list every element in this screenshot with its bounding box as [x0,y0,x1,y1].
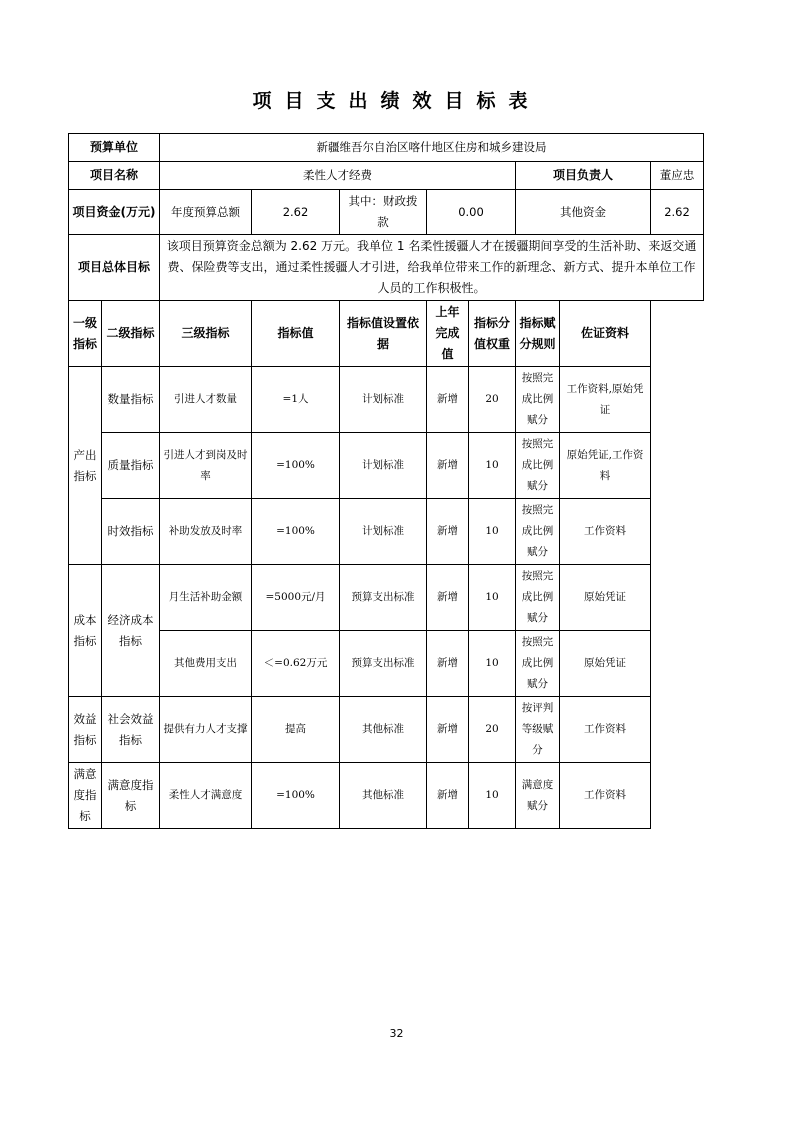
indicator-evidence: 原始凭证 [560,631,651,697]
indicator-evidence: 工作资料 [560,697,651,763]
indicator-weight: 10 [469,565,516,631]
indicator-name: 引进人才数量 [160,367,252,433]
subgroup-satisfaction: 满意度指标 [102,763,160,829]
leader-value: 董应忠 [651,162,704,190]
indicator-value: ＜=0.62万元 [252,631,340,697]
indicator-basis: 其他标准 [340,763,427,829]
indicator-weight: 20 [469,367,516,433]
unit-row [69,134,704,162]
goal-label: 项目总体目标 [69,235,160,301]
indicator-evidence: 工作资料 [560,763,651,829]
table-row [69,367,704,433]
indicator-last: 新增 [427,565,469,631]
indicator-basis: 计划标准 [340,367,427,433]
header-level3: 三级指标 [160,301,252,367]
subgroup-timeliness: 时效指标 [102,499,160,565]
indicator-weight: 10 [469,433,516,499]
header-weight: 指标分值权重 [469,301,516,367]
header-value: 指标值 [252,301,340,367]
subgroup-economic: 经济成本指标 [102,565,160,697]
indicator-weight: 10 [469,499,516,565]
header-evidence: 佐证资料 [560,301,651,367]
table-row [69,763,704,829]
indicator-name: 其他费用支出 [160,631,252,697]
indicator-rule: 按照完成比例赋分 [516,499,560,565]
indicator-evidence: 原始凭证 [560,565,651,631]
header-level1: 一级指标 [69,301,102,367]
name-label: 项目名称 [69,162,160,190]
annual-label: 年度预算总额 [160,190,252,235]
goal-row [69,235,704,301]
indicator-name: 补助发放及时率 [160,499,252,565]
indicator-rule: 按评判等级赋分 [516,697,560,763]
other-label: 其他资金 [516,190,651,235]
subgroup-quantity: 数量指标 [102,367,160,433]
performance-table [68,133,704,829]
goal-text: 该项目预算资金总额为 2.62 万元。我单位 1 名柔性援疆人才在援疆期间享受的生活补助、来返交通费、保险费等支出，通过柔性援疆人才引进，给我单位带来工作的新理念、新方式、提升本单位工作人员的工作积极性。 [160,235,704,301]
indicator-value: =1人 [252,367,340,433]
indicator-basis: 其他标准 [340,697,427,763]
header-row [69,301,704,367]
name-value: 柔性人才经费 [160,162,516,190]
subgroup-social: 社会效益指标 [102,697,160,763]
indicator-rule: 按照完成比例赋分 [516,433,560,499]
indicator-last: 新增 [427,697,469,763]
subgroup-quality: 质量指标 [102,433,160,499]
table-row [69,433,704,499]
table-row [69,631,704,697]
indicator-name: 引进人才到岗及时率 [160,433,252,499]
indicator-name: 柔性人才满意度 [160,763,252,829]
fiscal-label: 其中：财政拨款 [340,190,427,235]
indicator-name: 月生活补助金额 [160,565,252,631]
indicator-name: 提供有力人才支撑 [160,697,252,763]
annual-value: 2.62 [252,190,340,235]
indicator-last: 新增 [427,631,469,697]
indicator-value: 提高 [252,697,340,763]
indicator-rule: 按照完成比例赋分 [516,565,560,631]
indicator-evidence: 工作资料 [560,499,651,565]
fund-row [69,190,704,235]
indicator-rule: 按照完成比例赋分 [516,631,560,697]
header-last-year: 上年完成值 [427,301,469,367]
unit-label: 预算单位 [69,134,160,162]
indicator-basis: 计划标准 [340,433,427,499]
indicator-value: =100% [252,433,340,499]
header-basis: 指标值设置依据 [340,301,427,367]
indicator-value: =100% [252,499,340,565]
indicator-weight: 10 [469,631,516,697]
indicator-value: =5000元/月 [252,565,340,631]
indicator-basis: 计划标准 [340,499,427,565]
table-row [69,697,704,763]
group-cost: 成本指标 [69,565,102,697]
header-rule: 指标赋分规则 [516,301,560,367]
page-title: 项目支出绩效目标表 [252,90,541,112]
fiscal-value: 0.00 [427,190,516,235]
indicator-last: 新增 [427,763,469,829]
indicator-last: 新增 [427,367,469,433]
other-value: 2.62 [651,190,704,235]
indicator-weight: 10 [469,763,516,829]
indicator-basis: 预算支出标准 [340,565,427,631]
indicator-weight: 20 [469,697,516,763]
indicator-last: 新增 [427,433,469,499]
table-row [69,499,704,565]
fund-label: 项目资金(万元) [69,190,160,235]
group-satisfaction: 满意度指标 [69,763,102,829]
indicator-value: =100% [252,763,340,829]
group-benefit: 效益指标 [69,697,102,763]
group-output: 产出指标 [69,367,102,565]
indicator-evidence: 原始凭证,工作资料 [560,433,651,499]
leader-label: 项目负责人 [516,162,651,190]
indicator-rule: 满意度赋分 [516,763,560,829]
header-level2: 二级指标 [102,301,160,367]
indicator-rule: 按照完成比例赋分 [516,367,560,433]
indicator-last: 新增 [427,499,469,565]
indicator-evidence: 工作资料,原始凭证 [560,367,651,433]
unit-value: 新疆维吾尔自治区喀什地区住房和城乡建设局 [160,134,704,162]
table-row [69,565,704,631]
name-row [69,162,704,190]
page-number: 32 [389,1027,404,1040]
indicator-basis: 预算支出标准 [340,631,427,697]
